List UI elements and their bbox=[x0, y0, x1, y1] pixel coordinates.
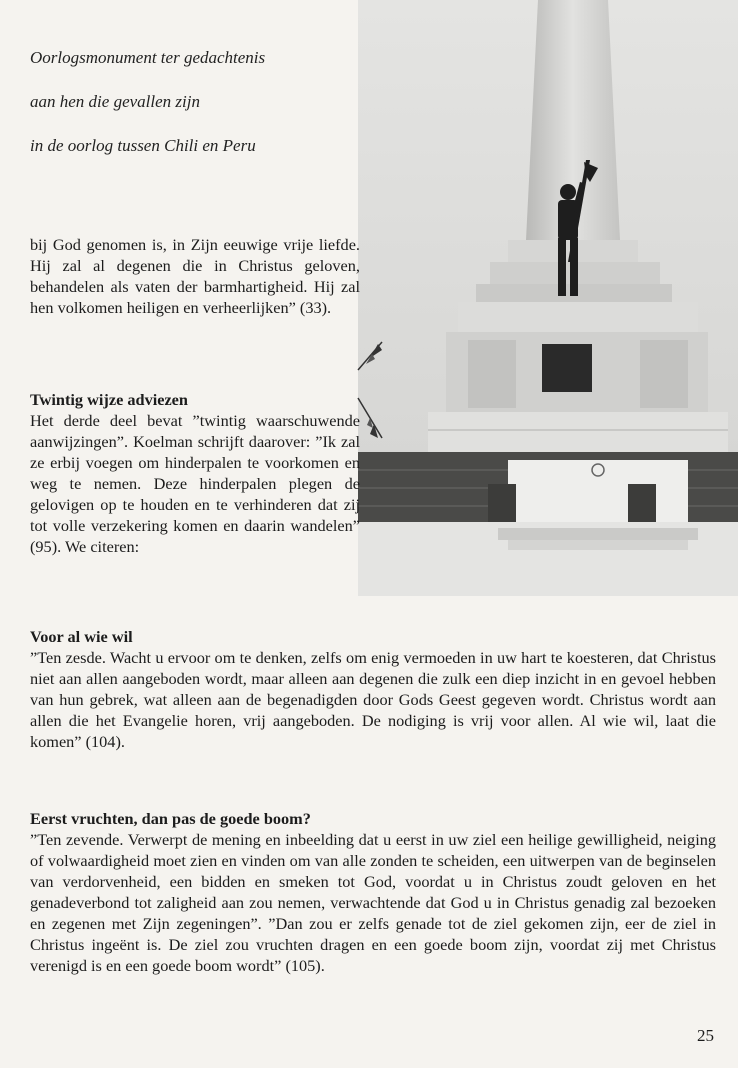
caption-line-1: Oorlogsmonument ter gedachtenis bbox=[30, 48, 266, 67]
caption-line-2: aan hen die gevallen zijn bbox=[30, 92, 200, 111]
page-number: 25 bbox=[697, 1026, 714, 1045]
section-heading: Eerst vruchten, dan pas de goede boom? bbox=[30, 809, 311, 828]
section-paragraph: ”Ten zevende. Verwerpt de mening en inbeelding dat u eerst in uw ziel een heilige gewilligheid, neiging of volwaardigheid moet zien en vinden om van alle zonden te scheiden, een uitwerpen van de beginselen van verdorvenheid, een bidden en smeken tot God, voordat u in Christus zoudt geloven en het genadeverbond tot zaligheid aan zou nemen, verwachtende dat God u in Christus genadig zal bezoeken en zegenen met Zijn zegeningen”. ”Dan zou er zelfs genade tot de ziel gekomen zijn, eer de ziel in Christus ingeënt is. De ziel zou vruchten dragen en een goede boom zijn, voordat zij met Christus verenigd is en een goede boom wordt” (105). bbox=[30, 830, 716, 975]
section-fruits-first bbox=[30, 808, 716, 976]
section-heading: Voor al wie wil bbox=[30, 627, 133, 646]
intro-paragraph: bij God genomen is, in Zijn eeuwige vrije liefde. Hij zal al degenen die in Christus geloven, behandelen als vaten der barmhartigheid. Hij zal hen volkomen heiligen en verheerlijken” (33). bbox=[30, 235, 360, 317]
monument-illustration bbox=[358, 0, 738, 596]
section-heading: Twintig wijze adviezen bbox=[30, 390, 188, 409]
section-paragraph: ”Ten zesde. Wacht u ervoor om te denken, zelfs om enig vermoeden in uw hart te koesteren, dat Christus niet aan allen aangeboden wordt, maar alleen aan degenen die zulk een diep inzicht in en gevoel hebben van hun gebrek, wat alleen aan de begenadigden door Gods Geest gegeven wordt. Christus wordt aan allen die het Evangelie horen, vrij aangeboden. De nodiging is vrij voor allen. Al wie wil, laat die komen” (104). bbox=[30, 648, 716, 751]
photo-caption bbox=[30, 36, 348, 168]
caption-line-3: in de oorlog tussen Chili en Peru bbox=[30, 136, 256, 155]
section-advice bbox=[30, 389, 360, 557]
section-paragraph: Het derde deel bevat ”twintig waarschuwende aanwijzingen”. Koelman schrijft daarover: ”Ik zal ze erbij voegen om hinderpalen te voorkomen en weg te nemen. Deze hinderpalen plegen de gelovigen op te houden en te verhinderen dat zij tot volle verzekering komen en daarin wandelen” (95). We citeren: bbox=[30, 411, 360, 556]
war-monument-photo bbox=[358, 0, 738, 596]
section-for-all bbox=[30, 626, 716, 752]
